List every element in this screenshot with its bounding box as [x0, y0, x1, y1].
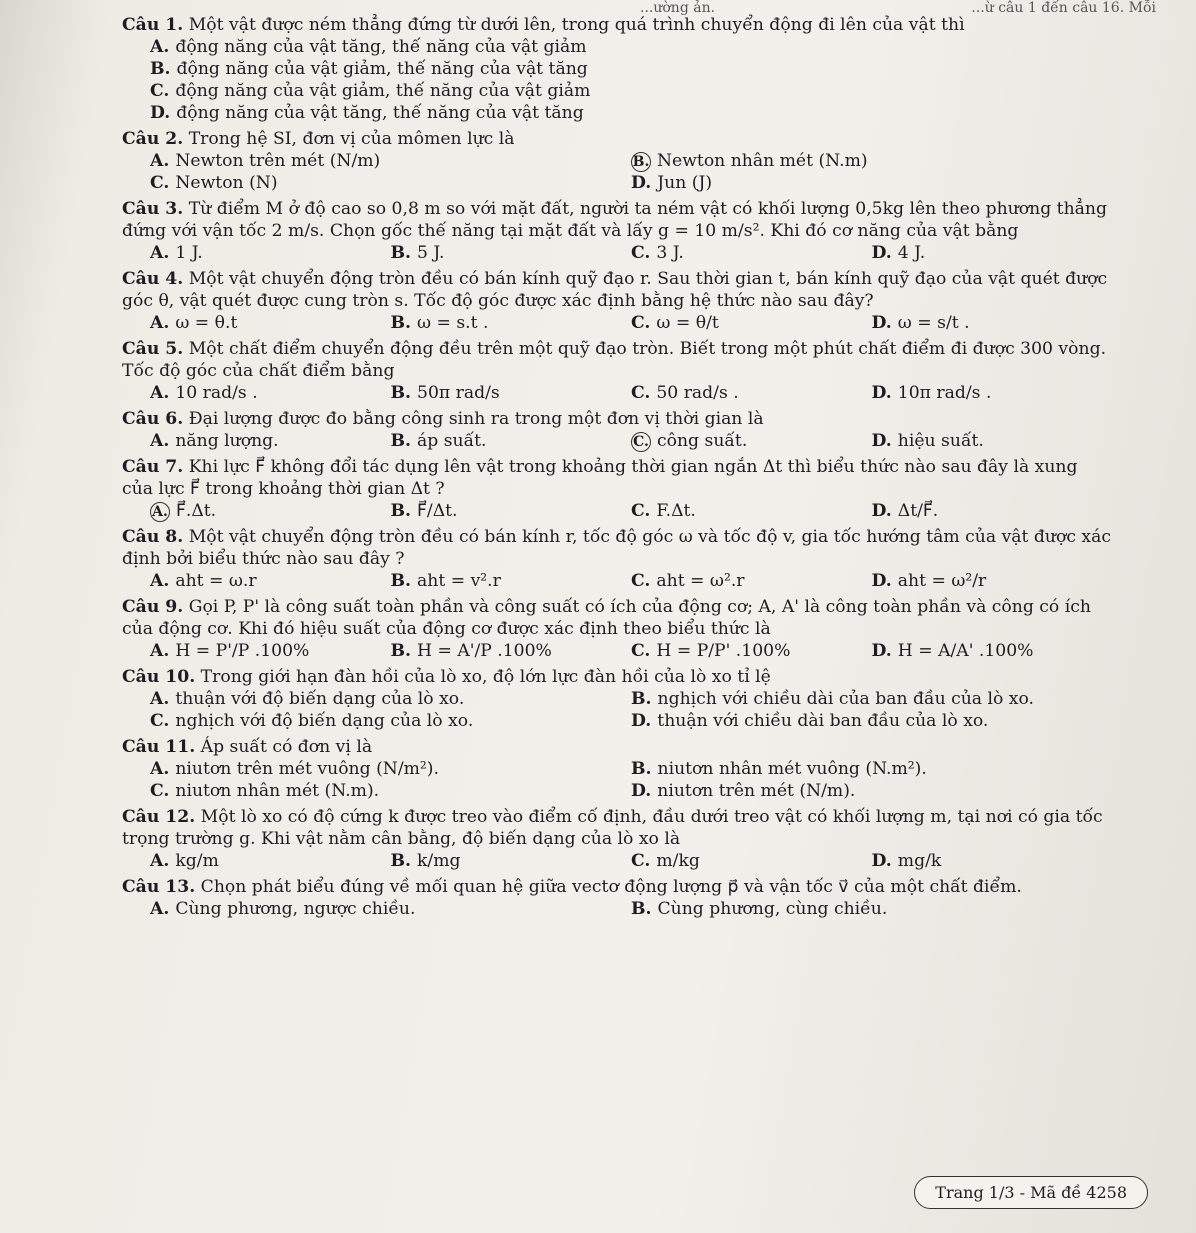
- option-text: thuận với độ biến dạng của lò xo.: [175, 689, 465, 709]
- option-text: ω = s/t .: [897, 313, 970, 333]
- answer-option[interactable]: [150, 36, 1112, 58]
- option-letter: A.: [150, 502, 170, 522]
- option-letter: B.: [150, 59, 171, 79]
- answer-option[interactable]: [631, 430, 872, 452]
- option-text: 50 rad/s .: [656, 383, 739, 403]
- answer-option[interactable]: [150, 58, 1112, 80]
- answer-option[interactable]: [872, 242, 1113, 264]
- answer-option[interactable]: [631, 898, 1112, 920]
- option-letter: A.: [150, 899, 170, 919]
- option-letter: B.: [632, 154, 650, 170]
- answer-option[interactable]: [150, 758, 631, 780]
- option-letter: C.: [631, 313, 651, 333]
- answer-option[interactable]: [150, 150, 631, 172]
- option-text: năng lượng.: [175, 431, 279, 451]
- answer-option[interactable]: [631, 688, 1112, 710]
- option-text: ω = θ/t: [656, 313, 719, 333]
- question-8: [122, 526, 1112, 596]
- option-letter: B.: [390, 383, 412, 403]
- option-letter: A.: [150, 37, 170, 57]
- header-left: ...ường ản.: [640, 0, 716, 16]
- question-13: [122, 876, 1112, 924]
- question-3: [122, 198, 1112, 268]
- answer-options: [122, 242, 1112, 264]
- question-5: [122, 338, 1112, 408]
- option-text: niutơn nhân mét vuông (N.m²).: [657, 759, 927, 779]
- option-text: công suất.: [657, 431, 748, 451]
- answer-option[interactable]: [150, 242, 391, 264]
- option-text: aht = ω².r: [656, 571, 745, 591]
- option-text: Jun (J): [657, 173, 713, 193]
- question-stem: Câu 1. Một vật được ném thẳng đứng từ dưới lên, trong quá trình chuyển động đi lên của vật thì: [122, 15, 965, 35]
- answer-option[interactable]: [631, 758, 1112, 780]
- option-letter: C.: [631, 432, 651, 452]
- question-12: [122, 806, 1112, 876]
- answer-option[interactable]: [872, 312, 1113, 334]
- answer-options: [122, 570, 1112, 592]
- answer-option[interactable]: [150, 80, 1112, 102]
- page-footer: Trang 1/3 - Mã đề 4258: [914, 1176, 1148, 1209]
- option-letter: B.: [631, 899, 652, 919]
- answer-option[interactable]: [391, 850, 632, 872]
- answer-option[interactable]: [872, 850, 1113, 872]
- question-7: [122, 456, 1112, 526]
- option-text: áp suất.: [417, 431, 487, 451]
- option-letter: C.: [150, 173, 170, 193]
- question-stem: Câu 10. Trong giới hạn đàn hồi của lò xo, độ lớn lực đàn hồi của lò xo tỉ lệ: [122, 667, 771, 687]
- option-letter: C.: [631, 501, 651, 521]
- question-stem: Câu 5. Một chất điểm chuyển động đều trên một quỹ đạo tròn. Biết trong một phút chất điểm đi được 300 vòng. Tốc độ góc của chất điểm bằng: [122, 339, 1107, 381]
- answer-option[interactable]: [150, 430, 391, 452]
- question-1: [122, 14, 1112, 128]
- answer-option[interactable]: [391, 430, 632, 452]
- question-stem: Câu 8. Một vật chuyển động tròn đều có bán kính r, tốc độ góc ω và tốc độ v, gia tốc hướng tâm của vật được xác định bởi biểu thức nào sau đây ?: [122, 527, 1111, 569]
- answer-option[interactable]: [872, 570, 1113, 592]
- option-text: F.Δt.: [656, 501, 696, 521]
- answer-options: [122, 500, 1112, 522]
- option-letter: C.: [150, 781, 170, 801]
- answer-option[interactable]: [150, 850, 391, 872]
- header-right: ...ừ câu 1 đến câu 16. Mỗi: [971, 0, 1156, 16]
- option-letter: C.: [631, 641, 651, 661]
- option-letter: C.: [631, 571, 651, 591]
- answer-option[interactable]: [631, 150, 1112, 172]
- option-letter: D.: [631, 173, 652, 193]
- answer-option[interactable]: [150, 640, 391, 662]
- option-letter: D.: [871, 851, 892, 871]
- answer-option[interactable]: [631, 640, 872, 662]
- answer-options: [122, 150, 1112, 194]
- answer-options: [122, 898, 1112, 920]
- option-letter: D.: [631, 711, 652, 731]
- option-text: động năng của vật tăng, thế năng của vật giảm: [175, 37, 587, 57]
- question-stem: Câu 11. Áp suất có đơn vị là: [122, 737, 373, 757]
- option-letter: D.: [871, 243, 892, 263]
- question-stem: Câu 3. Từ điểm M ở độ cao so 0,8 m so với mặt đất, người ta ném vật có khối lượng 0,5kg lên theo phương thẳng đứng với vận tốc 2 m/s. Chọn gốc thế năng tại mặt đất và lấy g = 10 m/s². Khi đó cơ năng của vật bằng: [122, 199, 1107, 241]
- option-letter: C.: [150, 81, 170, 101]
- question-stem: Câu 4. Một vật chuyển động tròn đều có bán kính quỹ đạo r. Sau thời gian t, bán kính quỹ đạo của vật quét được góc θ, vật quét được cung tròn s. Tốc độ góc được xác định bằng hệ thức nào sau đây?: [122, 269, 1108, 311]
- answer-option[interactable]: [631, 172, 1112, 194]
- answer-options: [122, 758, 1112, 802]
- option-text: Cùng phương, cùng chiều.: [657, 899, 888, 919]
- answer-options: [122, 640, 1112, 662]
- answer-option[interactable]: [150, 102, 1112, 124]
- option-letter: A.: [150, 243, 170, 263]
- option-letter: C.: [150, 711, 170, 731]
- option-letter: D.: [871, 571, 892, 591]
- option-text: 1 J.: [175, 243, 203, 263]
- option-text: Δt/F⃗.: [897, 501, 939, 521]
- answer-option[interactable]: [631, 710, 1112, 732]
- option-text: thuận với chiều dài ban đầu của lò xo.: [657, 711, 989, 731]
- option-text: H = A'/P .100%: [417, 641, 552, 661]
- answer-option[interactable]: [150, 312, 391, 334]
- question-6: [122, 408, 1112, 456]
- question-9: [122, 596, 1112, 666]
- option-letter: D.: [871, 641, 892, 661]
- option-text: nghịch với độ biến dạng của lò xo.: [175, 711, 474, 731]
- question-2: [122, 128, 1112, 198]
- option-letter: B.: [390, 431, 412, 451]
- question-stem: Câu 12. Một lò xo có độ cứng k được treo vào điểm cố định, đầu dưới treo vật có khối lượng m, tại nơi có gia tốc trọng trường g. Khi vật nằm cân bằng, độ biến dạng của lò xo là: [122, 807, 1103, 849]
- option-letter: A.: [150, 151, 170, 171]
- question-stem: Câu 7. Khi lực F⃗ không đổi tác dụng lên vật trong khoảng thời gian ngắn Δt thì biểu thức nào sau đây là xung của lực F⃗ trong khoảng thời gian Δt ?: [122, 457, 1078, 499]
- option-text: 10π rad/s .: [897, 383, 992, 403]
- answer-option[interactable]: [150, 570, 391, 592]
- answer-option[interactable]: [150, 710, 631, 732]
- option-letter: A.: [150, 641, 170, 661]
- answer-options: [122, 688, 1112, 732]
- answer-option[interactable]: [150, 780, 631, 802]
- option-text: 3 J.: [656, 243, 684, 263]
- option-text: niutơn trên mét (N/m).: [657, 781, 856, 801]
- answer-option[interactable]: [631, 312, 872, 334]
- option-letter: D.: [871, 501, 892, 521]
- answer-option[interactable]: [631, 500, 872, 522]
- option-text: aht = v².r: [417, 571, 501, 591]
- option-letter: B.: [631, 759, 652, 779]
- option-letter: A.: [150, 431, 170, 451]
- option-text: Newton (N): [175, 173, 278, 193]
- option-letter: D.: [631, 781, 652, 801]
- option-text: H = P/P' .100%: [656, 641, 791, 661]
- option-text: 10 rad/s .: [175, 383, 258, 403]
- option-letter: A.: [150, 383, 170, 403]
- answer-options: [122, 36, 1112, 124]
- option-text: F⃗/Δt.: [417, 501, 458, 521]
- question-10: [122, 666, 1112, 736]
- answer-option[interactable]: [391, 500, 632, 522]
- option-text: H = A/A' .100%: [897, 641, 1034, 661]
- answer-option[interactable]: [150, 172, 631, 194]
- option-letter: B.: [631, 689, 652, 709]
- answer-option[interactable]: [631, 570, 872, 592]
- option-text: Cùng phương, ngược chiều.: [175, 899, 416, 919]
- option-letter: A.: [150, 571, 170, 591]
- option-letter: B.: [390, 501, 412, 521]
- answer-option[interactable]: [391, 640, 632, 662]
- option-text: niutơn trên mét vuông (N/m²).: [175, 759, 439, 779]
- answer-option[interactable]: [872, 500, 1113, 522]
- answer-option[interactable]: [631, 382, 872, 404]
- option-text: aht = ω²/r: [897, 571, 987, 591]
- answer-option[interactable]: [872, 640, 1113, 662]
- option-text: động năng của vật tăng, thế năng của vật tăng: [176, 103, 584, 123]
- option-letter: D.: [871, 383, 892, 403]
- option-text: 4 J.: [897, 243, 926, 263]
- option-letter: B.: [390, 243, 412, 263]
- option-text: mg/k: [897, 851, 942, 871]
- option-letter: D.: [150, 103, 171, 123]
- option-text: hiệu suất.: [897, 431, 984, 451]
- option-letter: B.: [390, 571, 412, 591]
- answer-option[interactable]: [391, 570, 632, 592]
- option-letter: A.: [150, 851, 170, 871]
- option-letter: A.: [150, 313, 170, 333]
- answer-option[interactable]: [391, 382, 632, 404]
- option-text: niutơn nhân mét (N.m).: [175, 781, 380, 801]
- answer-option[interactable]: [631, 242, 872, 264]
- option-letter: A.: [150, 759, 170, 779]
- option-letter: A.: [150, 689, 170, 709]
- answer-option[interactable]: [391, 312, 632, 334]
- option-text: Newton nhân mét (N.m): [657, 151, 868, 171]
- answer-option[interactable]: [872, 430, 1113, 452]
- option-text: 50π rad/s: [417, 383, 500, 403]
- question-stem: Câu 6. Đại lượng được đo bằng công sinh ra trong một đơn vị thời gian là: [122, 409, 764, 429]
- answer-options: [122, 850, 1112, 872]
- option-text: nghịch với chiều dài của ban đầu của lò xo.: [657, 689, 1035, 709]
- option-text: 5 J.: [417, 243, 445, 263]
- option-letter: C.: [631, 851, 651, 871]
- question-stem: Câu 2. Trong hệ SI, đơn vị của mômen lực là: [122, 129, 515, 149]
- answer-option[interactable]: [391, 242, 632, 264]
- answer-option[interactable]: [631, 850, 872, 872]
- answer-options: [122, 382, 1112, 404]
- answer-options: [122, 430, 1112, 452]
- option-text: ω = θ.t: [175, 313, 238, 333]
- option-letter: D.: [871, 313, 892, 333]
- question-stem: Câu 9. Gọi P, P' là công suất toàn phần và công suất có ích của động cơ; A, A' là công toàn phần và công có ích của động cơ. Khi đó hiệu suất của động cơ được xác định theo biểu thức là: [122, 597, 1091, 639]
- option-text: m/kg: [656, 851, 700, 871]
- answer-option[interactable]: [872, 382, 1113, 404]
- option-text: k/mg: [417, 851, 461, 871]
- option-letter: B.: [390, 641, 412, 661]
- option-text: ω = s.t .: [417, 313, 489, 333]
- answer-options: [122, 312, 1112, 334]
- question-stem: Câu 13. Chọn phát biểu đúng về mối quan hệ giữa vectơ động lượng p⃗ và vận tốc v⃗ của một chất điểm.: [122, 877, 1022, 897]
- question-4: [122, 268, 1112, 338]
- answer-option[interactable]: [631, 780, 1112, 802]
- option-text: Newton trên mét (N/m): [175, 151, 381, 171]
- question-11: [122, 736, 1112, 806]
- option-letter: B.: [390, 313, 412, 333]
- option-text: F⃗.Δt.: [176, 501, 217, 521]
- option-text: H = P'/P .100%: [175, 641, 310, 661]
- option-letter: C.: [631, 243, 651, 263]
- option-text: kg/m: [175, 851, 219, 871]
- question-list: [122, 14, 1112, 924]
- option-text: động năng của vật giảm, thế năng của vật tăng: [176, 59, 588, 79]
- option-text: aht = ω.r: [175, 571, 257, 591]
- answer-option[interactable]: [150, 688, 631, 710]
- option-letter: D.: [871, 431, 892, 451]
- answer-option[interactable]: [150, 500, 391, 522]
- answer-option[interactable]: [150, 382, 391, 404]
- option-letter: B.: [390, 851, 412, 871]
- option-text: động năng của vật giảm, thế năng của vật giảm: [175, 81, 591, 101]
- answer-option[interactable]: [150, 898, 631, 920]
- option-letter: C.: [631, 383, 651, 403]
